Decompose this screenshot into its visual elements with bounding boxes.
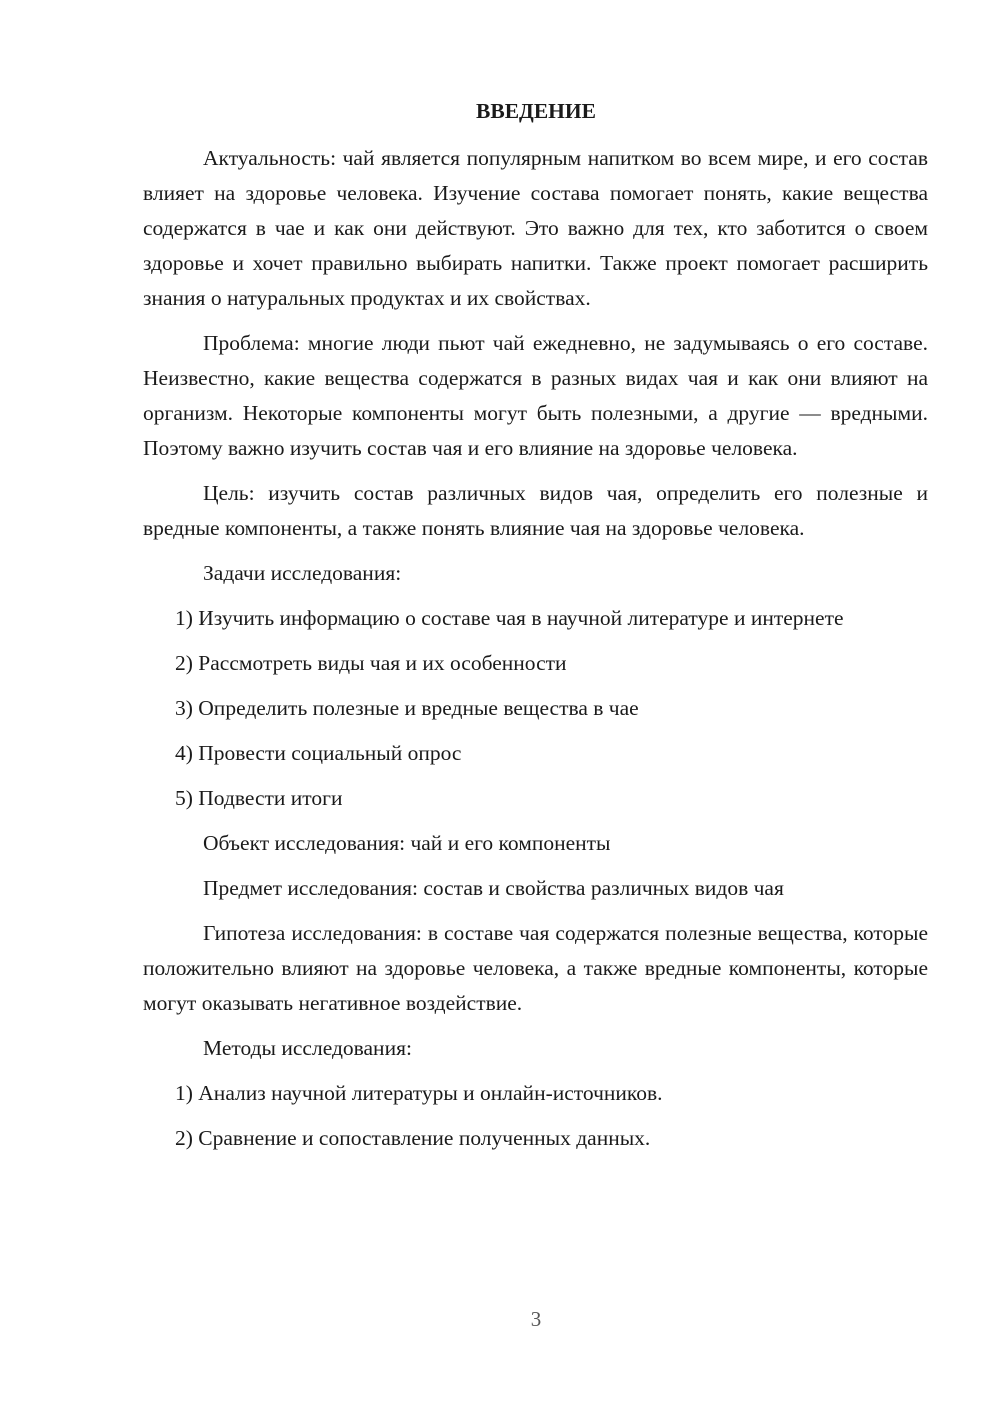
task-item-3: 3) Определить полезные и вредные вещества в чае bbox=[175, 696, 639, 720]
page-title: ВВЕДЕНИЕ bbox=[476, 99, 596, 123]
task-item-5: 5) Подвести итоги bbox=[175, 786, 343, 810]
task-item-1: 1) Изучить информацию о составе чая в научной литературе и интернете bbox=[175, 606, 844, 630]
paragraph-problem: Проблема: многие люди пьют чай ежедневно, не задумываясь о его составе. Неизвестно, какие вещества содержатся в разных видах чая и как они влияют на организм. Некоторые компоненты могут быть полезными, а другие — вредными. Поэтому важно изучить состав чая и его влияние на здоровье человека. bbox=[143, 331, 928, 460]
document-body bbox=[143, 141, 928, 1166]
task-item-2: 2) Рассмотреть виды чая и их особенности bbox=[175, 651, 567, 675]
paragraph-relevance: Актуальность: чай является популярным напитком во всем мире, и его состав влияет на здоровье человека. Изучение состава помогает понять, какие вещества содержатся в чае и как они действуют. Это важно для тех, кто заботится о своем здоровье и хочет правильно выбирать напитки. Также проект помогает расширить знания о натуральных продуктах и их свойствах. bbox=[143, 146, 928, 310]
page-number: 3 bbox=[530, 1307, 542, 1331]
paragraph-object: Объект исследования: чай и его компоненты bbox=[203, 831, 611, 855]
method-item-2: 2) Сравнение и сопоставление полученных данных. bbox=[175, 1126, 651, 1150]
method-item-1: 1) Анализ научной литературы и онлайн-источников. bbox=[175, 1081, 663, 1105]
paragraph-hypothesis: Гипотеза исследования: в составе чая содержатся полезные вещества, которые положительно влияют на здоровье человека, а также вредные компоненты, которые могут оказывать негативное воздействие. bbox=[143, 921, 928, 1015]
tasks-heading: Задачи исследования: bbox=[203, 561, 402, 585]
paragraph-subject: Предмет исследования: состав и свойства различных видов чая bbox=[203, 876, 784, 900]
methods-heading: Методы исследования: bbox=[203, 1036, 412, 1060]
paragraph-goal: Цель: изучить состав различных видов чая, определить его полезные и вредные компоненты, а также понять влияние чая на здоровье человека. bbox=[143, 481, 928, 540]
task-item-4: 4) Провести социальный опрос bbox=[175, 741, 462, 765]
